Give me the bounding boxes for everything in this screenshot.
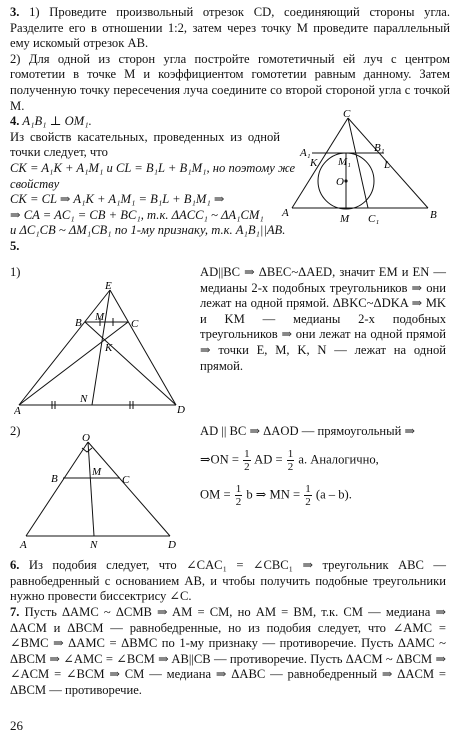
problem-5-case-1-label: 1) (10, 265, 21, 279)
fig4-label-l: L (384, 159, 391, 171)
fig5a-label-m: M (95, 311, 105, 323)
fraction-one-half: $\frac{1}{2}$ (235, 482, 242, 508)
fraction-one-half: $\frac{1}{2}$ (244, 447, 250, 473)
fig5b-label-d: D (168, 539, 176, 551)
fig4-label-m1: M₁ (338, 156, 351, 168)
fig4-label-b: B (430, 209, 437, 221)
problem-7-text: Пусть ΔAMC ~ ΔCMB ⇒ AM = CM, но AM = BM, т.к. CM — медиана ⇒ ΔACM и ΔBCM — равнобедренные, но из подобия следует, что ∠AMC = ∠BMC ⇒ ΔAMC = ΔBMC по 1-му признаку — противоречие. Пусть ΔAMC ~ ΔBCM ⇒ ∠AMC = ∠BCM ⇒ AB||CB — противоречие. Пусть ΔACM ~ ΔBCM ⇒ ∠ACM = ∠BCM ⇒ CM — медиана ⇒ ΔABC — равнобедренный ⇒ ΔACM = ΔBCM — противоречие. (10, 605, 446, 697)
problem-6-number: 6. (10, 558, 20, 572)
fig5a-label-k: K (105, 342, 113, 354)
problem-5-case-2-label: 2) (10, 424, 21, 438)
problem-5-case-2-line-2 (200, 448, 446, 473)
fraction-one-half: $\frac{1}{2}$ (305, 482, 311, 508)
fig4-label-b1: B₁ (374, 142, 385, 154)
fig4-label-c: C (343, 108, 351, 120)
problem-5-case-2-line-1: AD || BC ⇒ ΔAOD — прямоугольный ⇒ (200, 424, 416, 438)
problem-5-case-2-line-3 (200, 483, 446, 508)
fig4-label-m: M (340, 213, 350, 225)
problem-4-line-1: Из свойств касательных, проведенных из одной точки следует, что (10, 129, 280, 160)
fig5a-label-e: E (105, 282, 112, 292)
problem-7-number: 7. (10, 605, 20, 619)
problem-3-number: 3. (10, 5, 20, 19)
problem-3-text-1: 1) Проведите произвольный отрезок CD, соединяющий стороны угла. Разделите его в отношении 1:2, затем через точку M проведите параллельный ему искомый отрезок AB. (10, 5, 450, 51)
problem-4-heading: A₁B₁ ⊥ OM₁. (19, 114, 92, 129)
fig5b-label-o: O (82, 432, 90, 444)
problem-5-figure-2 (18, 432, 193, 559)
problem-5-case-1-text: AD||BC ⇒ ΔBEC~ΔAED, значит EM и EN — медианы 2-х подобных треугольников ⇒ они лежат на одной прямой. ΔBKC~ΔDKA ⇒ MK и KM — медианы 2-х подобных треугольников ⇒ они лежат на одной прямой ⇒ точки E, M, K, N — лежат на одной прямой. (200, 265, 446, 373)
problem-5-number: 5. (10, 238, 20, 253)
fig4-label-a1: A₁ (300, 147, 311, 159)
problem-4-line-3: CK = CL ⇒ A₁K + A₁M₁ = B₁L + B₁M₁ ⇒ (10, 192, 225, 207)
om-eq: OM = (200, 486, 231, 501)
fig5b-label-m: M (92, 466, 102, 478)
fig5a-label-a: A (14, 405, 21, 417)
fraction-one-half: $\frac{1}{2}$ (287, 447, 294, 473)
ad-eq: AD = (254, 451, 283, 466)
fig5b-label-b: B (51, 473, 58, 485)
problem-3-part-2: 2) Для одной из сторон угла постройте гомотетичный ей луч с центром гомотетии в точке M и коэффициентом гомотетии равным данному. Затем полученную точку пересечения луча соедините со второй стороной угла с точкой M. (10, 51, 450, 113)
fig5a-label-n: N (80, 393, 88, 405)
analog-text: a. Аналогично, (298, 451, 379, 466)
fig4-label-c1: C₁ (368, 213, 380, 225)
fig5a-label-c: C (131, 318, 139, 330)
fig4-label-k: K (310, 157, 318, 169)
problem-4-figure (280, 108, 445, 231)
problem-4 (10, 114, 280, 161)
fig4-label-a: A (282, 207, 289, 219)
fig5a-label-d: D (177, 404, 185, 416)
fig5b-label-c: C (122, 474, 130, 486)
on-eq: ⇒ON = (200, 451, 239, 466)
fig5a-label-b: B (75, 317, 82, 329)
problem-7 (10, 605, 446, 699)
problem-5-figure-1 (14, 282, 194, 422)
a-minus-b: (a – b). (315, 486, 352, 501)
problem-5-case-2-text (200, 424, 446, 508)
problem-6-text: Из подобия следует, что ∠CAC₁ = ∠CBC₁ ⇒ треугольник ABC — равнобедренный с основанием AB, и чтобы получить подобные треугольники нужно провести биссектрису ∠C. (10, 558, 446, 604)
mn-eq: b ⇒ MN = (246, 486, 301, 501)
problem-4-line-4: ⇒ CA = AC₁ = CB + BC₁, т.к. ΔACC₁ ~ ΔA₁CM₁ (10, 207, 264, 222)
problem-3-part-1 (10, 5, 450, 52)
page-number: 26 (10, 718, 23, 733)
problem-4-line-5: и ΔC₁CB ~ ΔM₁CB₁ по 1-му признаку, т.к. A₁B₁||AB. (10, 223, 286, 238)
problem-4-number: 4. (10, 114, 20, 129)
fig5b-label-a: A (20, 539, 27, 551)
fig5b-label-n: N (90, 539, 98, 551)
problem-4-line-2: CK = A₁K + A₁M₁ и CL = B₁L + B₁M₁, но поэтому же свойству (10, 160, 296, 191)
problem-6 (10, 558, 446, 605)
fig4-label-o: O (336, 176, 344, 188)
